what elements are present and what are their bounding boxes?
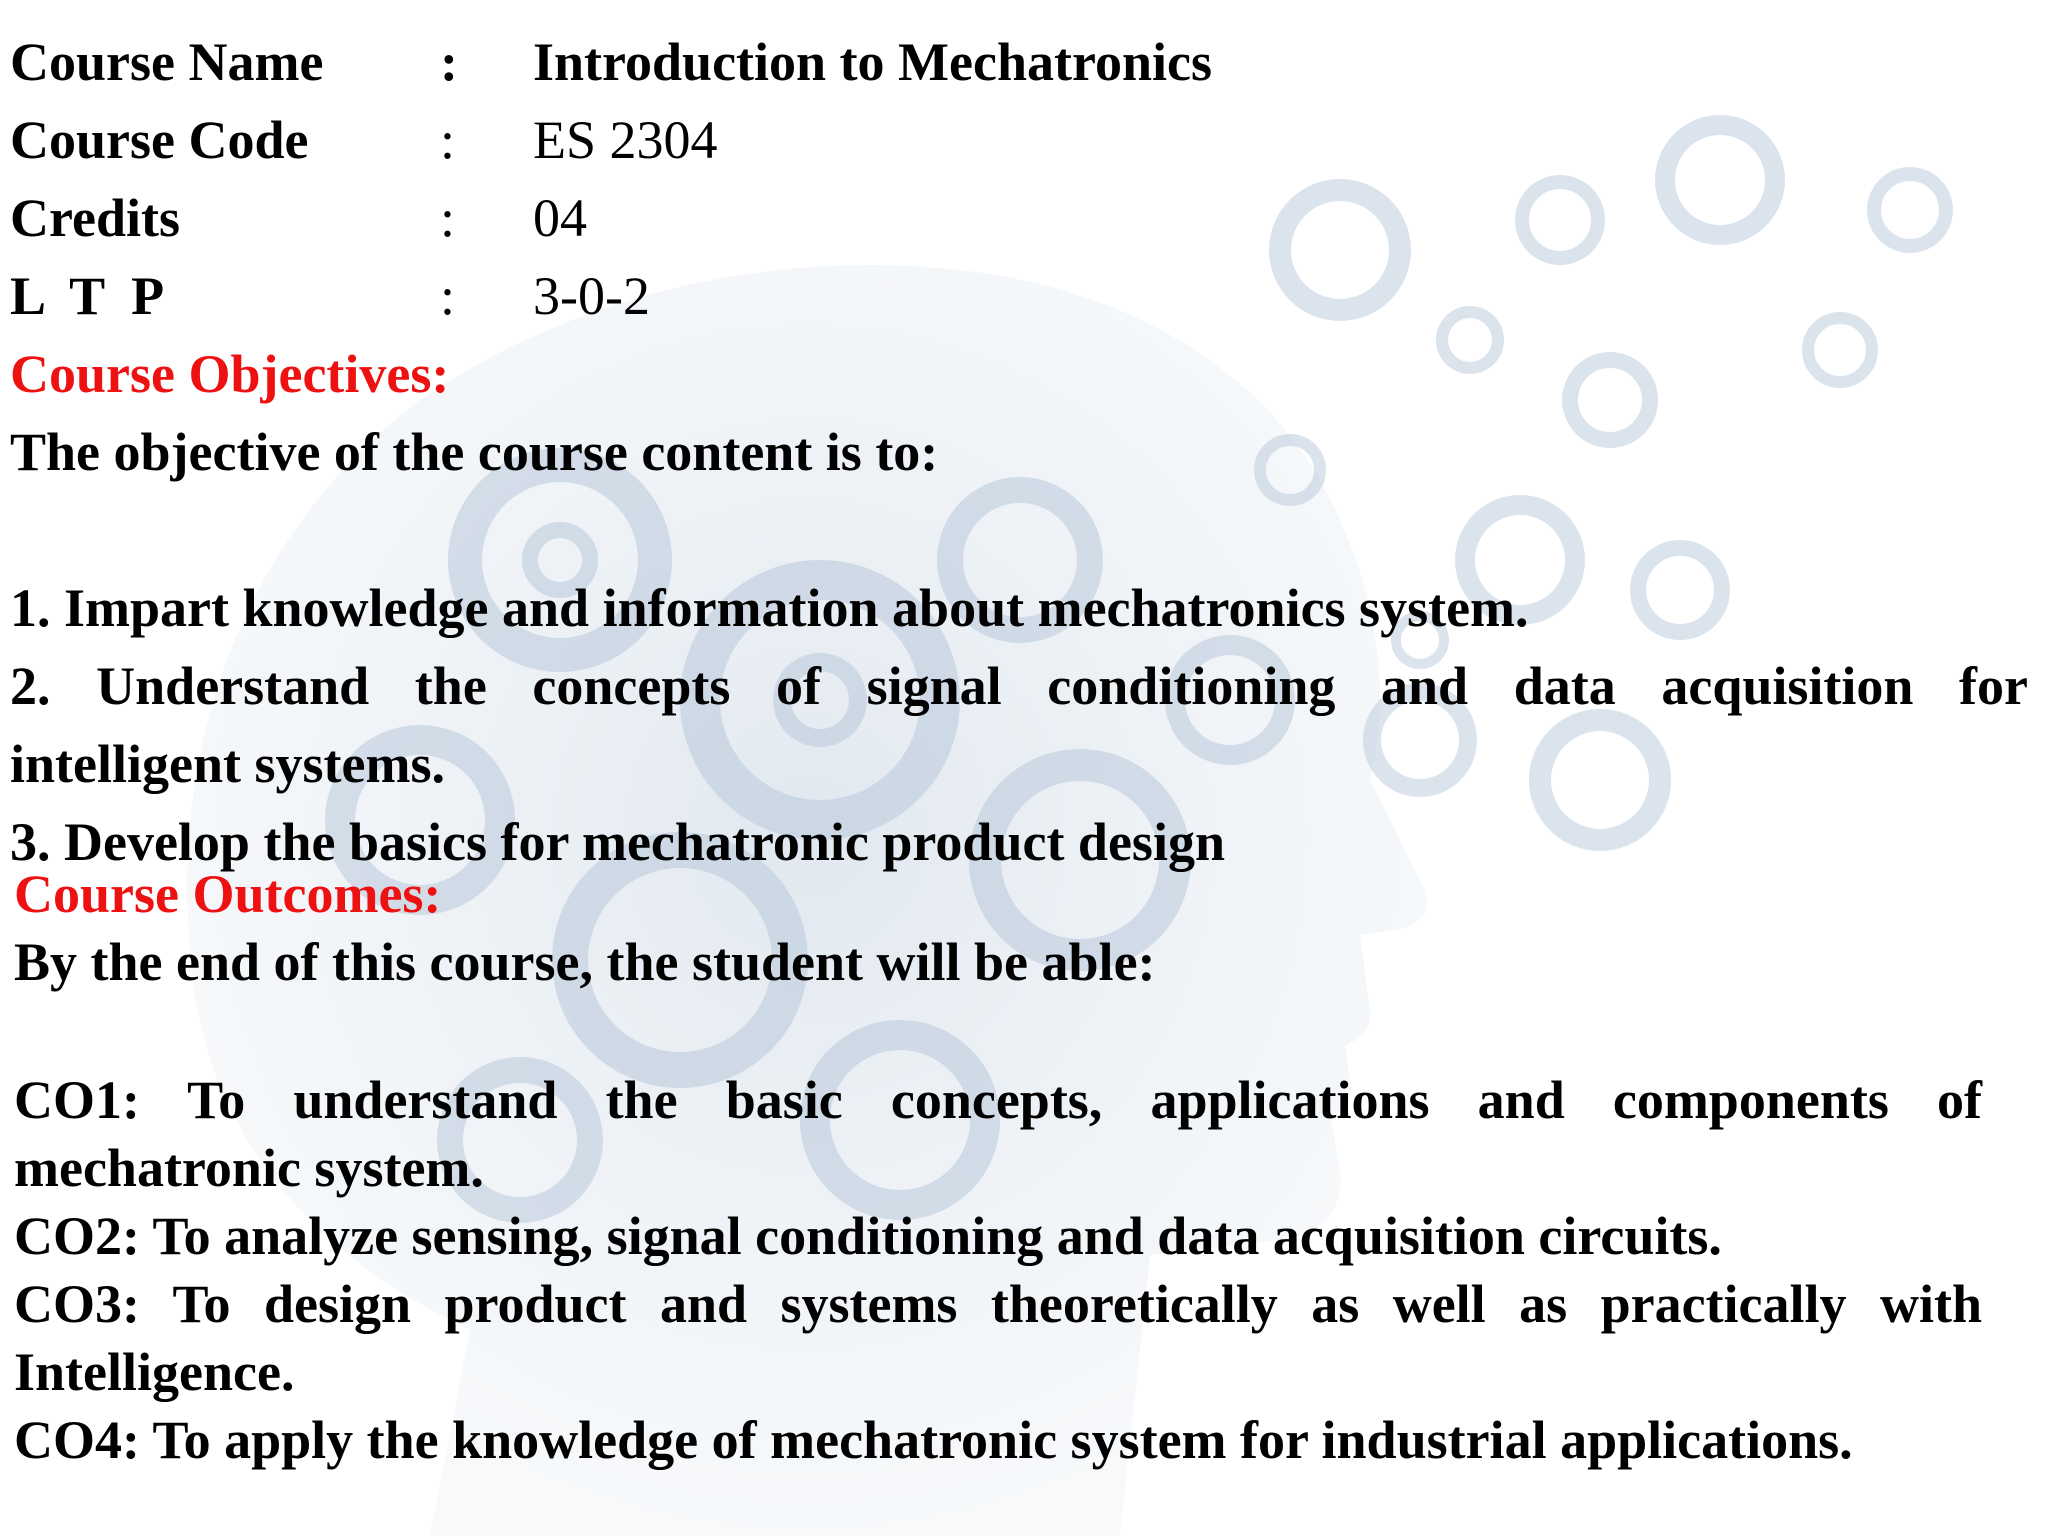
credits-label: Credits [10,188,180,248]
co4: CO4: To apply the knowledge of mechatronic system for industrial applications. [14,1410,1853,1470]
objectives-intro: The objective of the course content is to: [10,422,939,482]
co1-line-1: CO1: To understand the basic concepts, applications and components of [14,1070,1982,1130]
objectives-heading: Course Objectives: [10,344,450,404]
course-code-separator: : [440,110,456,170]
objective-item-2-line-1: 2. Understand the concepts of signal conditioning and data acquisition for [10,656,2028,716]
outcomes-heading: Course Outcomes: [14,864,442,924]
objective-item-3: 3. Develop the basics for mechatronic product design [10,812,1225,872]
co2: CO2: To analyze sensing, signal conditioning and data acquisition circuits. [14,1206,1722,1266]
credits-separator: : [440,188,456,248]
course-name-value: Introduction to Mechatronics [533,32,1212,92]
co1-line-2: mechatronic system. [14,1138,484,1198]
ltp-label: L T P [10,266,165,326]
course-code-label: Course Code [10,110,309,170]
objective-item-1: 1. Impart knowledge and information about mechatronics system. [10,578,1529,638]
course-code-value: ES 2304 [533,110,718,170]
ltp-value: 3-0-2 [533,266,650,326]
course-name-label: Course Name [10,32,324,92]
credits-value: 04 [533,188,587,248]
ltp-separator: : [440,266,456,326]
co3-line-1: CO3: To design product and systems theoretically as well as practically with [14,1274,1982,1334]
outcomes-intro: By the end of this course, the student will be able: [14,932,1156,992]
objective-item-2-line-2: intelligent systems. [10,734,445,794]
co3-line-2: Intelligence. [14,1342,295,1402]
course-name-separator: : [440,32,458,92]
